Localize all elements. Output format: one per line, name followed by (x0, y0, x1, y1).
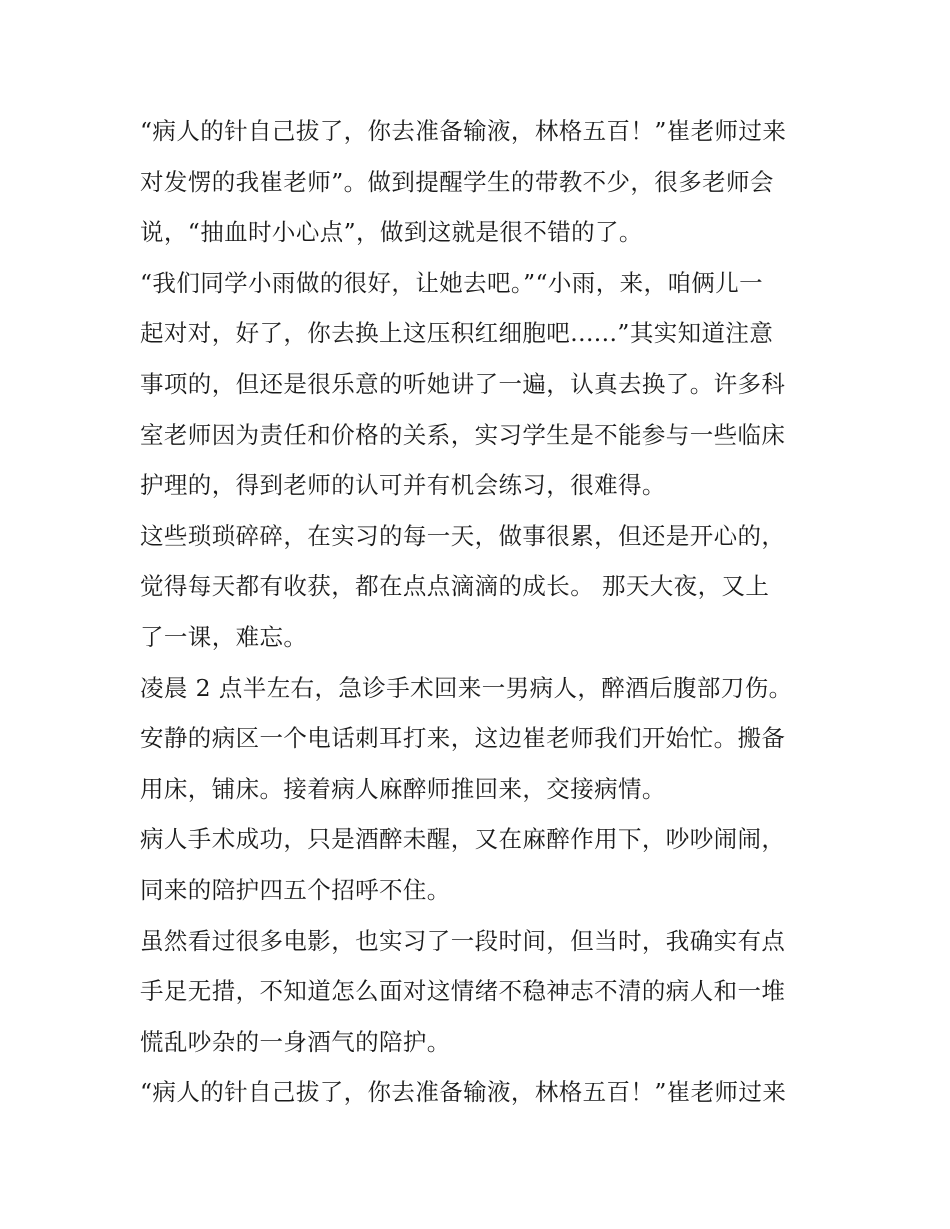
text-line: 手足无措，不知道怎么面对这情绪不稳神志不清的病人和一堆 (140, 977, 786, 1006)
text-line: 凌晨 2 点半左右，急诊手术回来一男病人，醉酒后腹部刀伤。 (140, 673, 793, 702)
document-body (140, 106, 820, 1118)
text-line: 室老师因为责任和价格的关系，实习学生是不能参与一些临床 (140, 420, 786, 449)
text-line: 虽然看过很多电影，也实习了一段时间，但当时，我确实有点 (140, 926, 786, 955)
text-line: 说，“抽血时小心点”，做到这就是很不错的了。 (140, 218, 643, 247)
text-line: 安静的病区一个电话刺耳打来，这边崔老师我们开始忙。搬备 (140, 724, 786, 753)
text-line: “病人的针自己拔了，你去准备输液，林格五百！”崔老师过来 (140, 1078, 787, 1107)
text-line: 事项的，但还是很乐意的听她讲了一遍，认真去换了。许多科 (140, 369, 786, 398)
text-line: 这些琐琐碎碎，在实习的每一天，做事很累，但还是开心的， (140, 521, 786, 550)
text-line: 用床，铺床。接着病人麻醉师推回来，交接病情。 (140, 774, 666, 803)
text-line: 了一课，难忘。 (140, 622, 308, 651)
text-line: “我们同学小雨做的很好，让她去吧。”“小雨，来，咱俩儿一 (140, 268, 763, 297)
text-line: 对发愣的我崔老师”。做到提醒学生的带教不少，很多老师会 (140, 167, 774, 196)
text-line: 觉得每天都有收获，都在点点滴滴的成长。 那天大夜，又上 (140, 572, 770, 601)
text-line: 慌乱吵杂的一身酒气的陪护。 (140, 1027, 451, 1056)
text-line: 护理的，得到老师的认可并有机会练习，很难得。 (140, 471, 666, 500)
text-line: 病人手术成功，只是酒醉未醒，又在麻醉作用下，吵吵闹闹， (140, 825, 786, 854)
text-line: 同来的陪护四五个招呼不住。 (140, 875, 451, 904)
text-line: 起对对，好了，你去换上这压积红细胞吧......”其实知道注意 (140, 319, 774, 348)
text-line: “病人的针自己拔了，你去准备输液，林格五百！”崔老师过来 (140, 117, 787, 145)
